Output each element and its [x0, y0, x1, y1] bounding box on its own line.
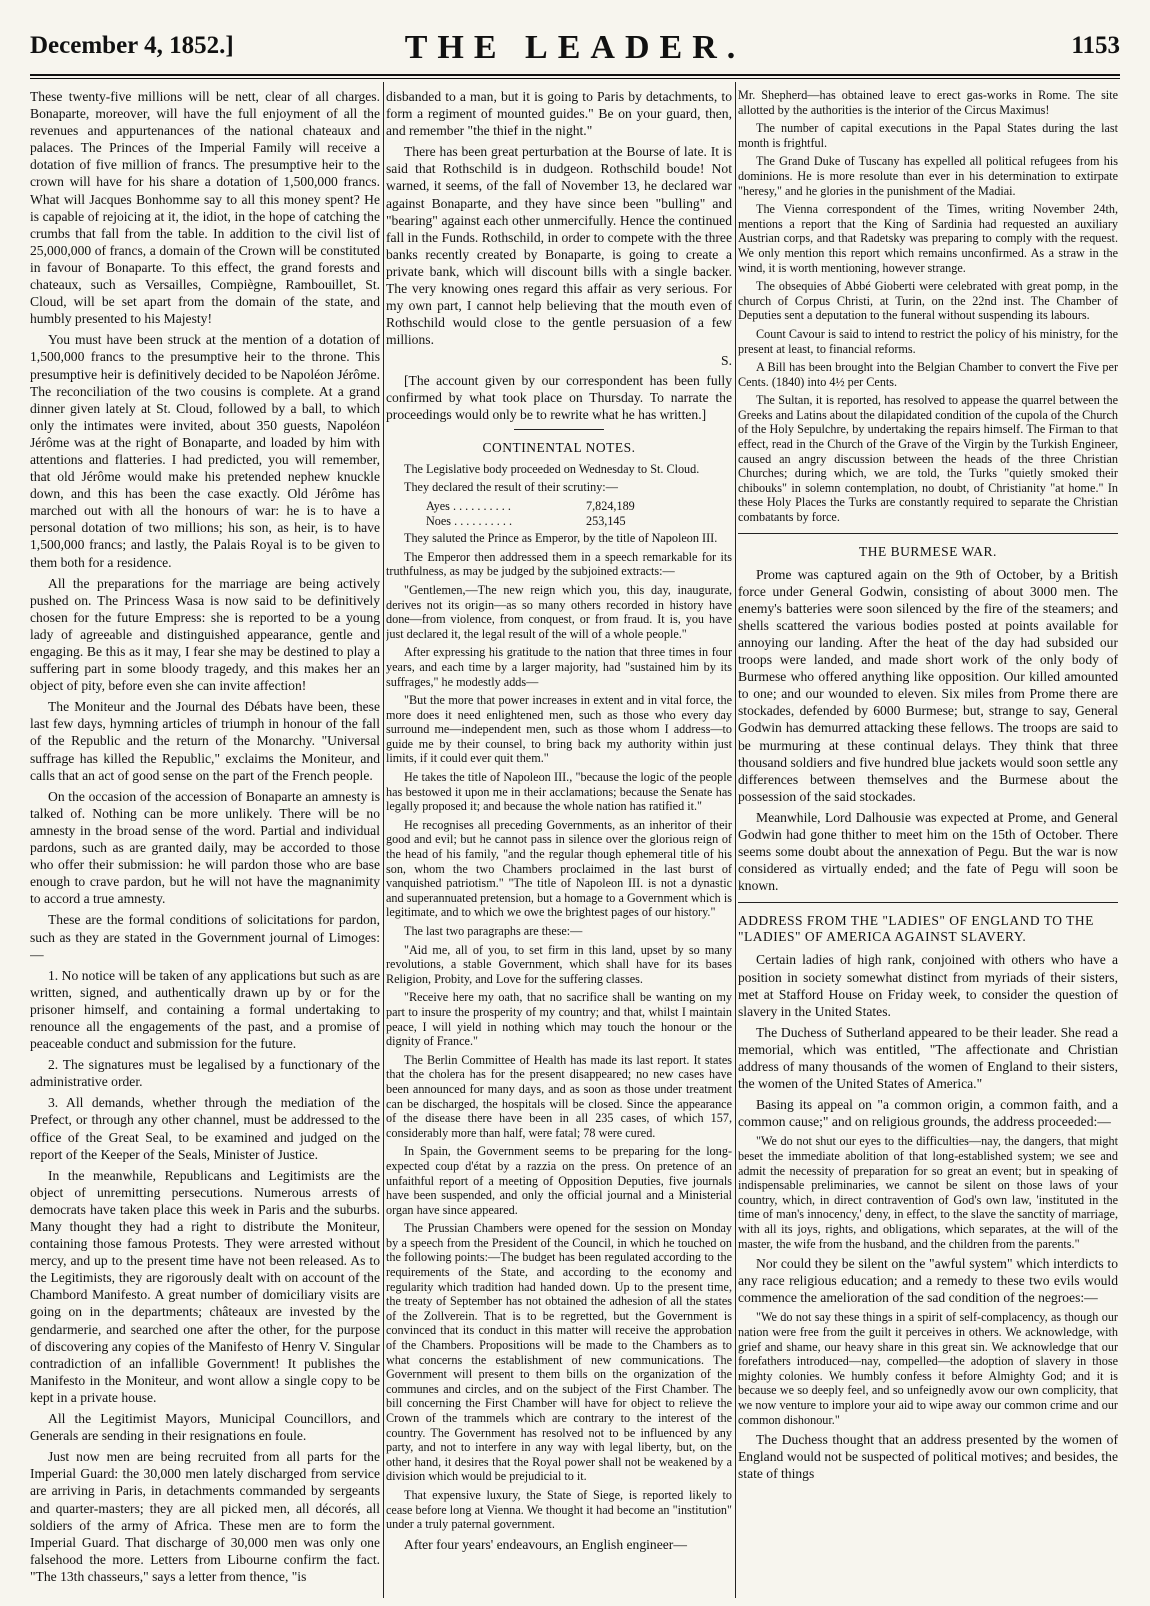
paragraph: disbanded to a man, but it is going to Paris by detachments, to form a regiment of mounted guides." Be on your guard, then, and remember "the thief in the night."	[386, 89, 732, 139]
paragraph: He recognises all preceding Governments, as an inheritor of their good and evil; but he cannot pass in silence over the glorious reign of the head of his family, "and the regular though ephemeral title of his son, whom the two Chambers proclaimed in the last burst of vanquished patriotism." "The title of Napoleon III. is not a dynastic and superannuated pretension, but a homage to a Government which is legitimate, and to which we owe the brightest pages of our history."	[386, 817, 732, 920]
vote-value: 253,145	[586, 513, 626, 528]
paragraph: There has been great perturbation at the Bourse of late. It is said that Rothschild is in dudgeon. Rothschild boude! Not warned, it seems, of the fall of November 13, he declared war against Bonaparte, and they have since been "bulling" and "bearing" against each other unmercifully. Hence the continued fall in the Funds. Rothschild, in order to compete with the three banks recently created by Bonaparte, is going to create a private bank, which will discount bills with a single backer. The very knowing ones regard this affair as very serious. For my own part, I cannot help believing that the mouth even of Rothschild would close to the gentle persuasion of a few millions.	[386, 144, 732, 348]
paragraph: 1. No notice will be taken of any applications but such as are written, signed, and authentically drawn up by or for the prisoner himself, and containing a formal undertaking to renounce all the engagements of the past, and a promise of peaceable conduct and submission for the future.	[30, 967, 380, 1052]
paragraph: These are the formal conditions of solicitations for pardon, such as they are stated in the Government journal of Limoges:—	[30, 912, 380, 962]
paragraph: They saluted the Prince as Emperor, by the title of Napoleon III.	[404, 531, 718, 546]
paragraph: The Moniteur and the Journal des Débats have been, these last few days, hymning articles of triumph in honour of the fall of the Republic and the return of the Monarchy. "Universal suffrage has killed the Republic," exclaims the Moniteur, and calls that an act of good sense on the part of the French people.	[30, 699, 380, 783]
paragraph: A Bill has been brought into the Belgian Chamber to convert the Five per Cents. (1840) into 4½ per Cents.	[738, 360, 1118, 389]
paragraph: The last two paragraphs are these:—	[404, 924, 583, 938]
column-3	[738, 88, 1118, 1596]
paragraph: After four years' endeavours, an English engineer—	[404, 1536, 687, 1552]
paragraph: All the Legitimist Mayors, Municipal Councillors, and Generals are sending in their resignations en foule.	[30, 1411, 380, 1444]
paragraph: Certain ladies of high rank, conjoined with others who have a position in society somewhat distinct from myriads of their sisters, met at Stafford House on Friday week, to consider the question of slavery in the United States.	[738, 952, 1118, 1019]
paragraph: "But the more that power increases in extent and in vital force, the more does it need enlightened men, such as those who every day surround me—independent men, such as those whom I address—to guide me by their counsel, to bring back my authority within just limits, if it could ever quit them."	[386, 693, 732, 766]
column-2	[386, 88, 732, 1596]
vote-label: Noes . . . . . . . . . .	[426, 513, 512, 528]
masthead-rule-thin	[30, 78, 1120, 79]
paragraph: "Aid me, all of you, to set firm in this land, upset by so many revolutions, a stable Government, which shall have for its bases Religion, Probity, and Love for the suffering classes.	[386, 942, 732, 986]
section-divider	[514, 429, 604, 430]
paragraph: On the occasion of the accession of Bonaparte an amnesty is talked of. Nothing can be more unlikely. There will be no amnesty in the broad sense of the word. Partial and individual pardons, such as are granted daily, may be accorded to those who offer their submission: he will pardon those who are base enough to crave pardon, but he will not have the magnanimity to accord a true amnesty.	[30, 788, 380, 907]
paragraph: 2. The signatures must be legalised by a functionary of the administrative order.	[30, 1057, 380, 1090]
paragraph: Meanwhile, Lord Dalhousie was expected at Prome, and General Godwin had gone thither to meet him on the 15th of October. There seems some doubt about the annexation of Pegu. But the war is now considered as virtually ended; and the fate of Pegu will soon be known.	[738, 809, 1118, 894]
section-heading-continental-notes: CONTINENTAL NOTES.	[482, 439, 636, 455]
paragraph: Count Cavour is said to intend to restrict the policy of his ministry, for the present at least, to financial reforms.	[738, 326, 1118, 356]
paragraph: They declared the result of their scrutiny:—	[404, 480, 618, 495]
vote-label: Ayes . . . . . . . . . .	[426, 498, 511, 513]
paragraph: The Duchess thought that an address presented by the women of England would not be suspected of political motives; and besides, the state of things	[738, 1432, 1118, 1482]
column-divider-2	[735, 82, 736, 1598]
column-divider-1	[383, 82, 384, 1598]
paragraph: "We do not say these things in a spirit of self-complacency, as though our nation were free from the guilt it perceives in others. We acknowledge, with grief and shame, our heavy share in this great sin. We acknowledge that our forefathers introduced—nay, compelled—the adoption of slavery in those mighty colonies. We humbly confess it before Almighty God; and it is because we so deeply feel, and so unfeignedly avow our own complicity, that we now venture to implore your aid to wipe away our common crime and our common dishonour."	[738, 1310, 1118, 1427]
paragraph: In Spain, the Government seems to be preparing for the long-expected coup d'état by a razzia on the press. On pretence of an unfaithful report of a meeting of Opposition Deputies, five journals have been suspended, and only the official journal and a Ministerial organ have since appeared.	[386, 1144, 732, 1217]
vote-row-ayes	[426, 499, 732, 514]
page-number: 1153	[1071, 32, 1120, 59]
masthead	[30, 29, 1120, 72]
paragraph: Nor could they be silent on the "awful system" which interdicts to any race religious education; and a remedy to these two evils would commence the amelioration of the sad condition of the negroes:—	[738, 1256, 1118, 1306]
paragraph: The Berlin Committee of Health has made its last report. It states that the cholera has for the present disappeared; no new cases have been announced for many days, and as soon as those under treatment can be discharged, the hospitals will be closed. Since the appearance of the disease there have been in all 235 cases, of which 157, considerably more than half, were fatal; 78 were cured.	[386, 1052, 732, 1140]
paragraph: The Grand Duke of Tuscany has expelled all political refugees from his dominions. He is more resolute than ever in his determination to extirpate "heresy," and he glories in the punishment of the Madiai.	[738, 154, 1118, 198]
paragraph: That expensive luxury, the State of Siege, is reported likely to cease before long at Vienna. We thought it had become an "institution" under a truly paternal government.	[386, 1487, 732, 1532]
paragraph: The number of capital executions in the Papal States during the last month is frightful.	[738, 121, 1118, 150]
masthead-rule	[30, 74, 1120, 76]
paragraph: "Gentlemen,—The new reign which you, this day, inaugurate, derives not its origin—as so many others recorded in history have done—from violence, from conquest, or from fraud. It is, you have just declared it, the legal result of the will of a whole people."	[386, 582, 732, 641]
paragraph: The Vienna correspondent of the Times, writing November 24th, mentions a report that the King of Sardinia had requested an auxiliary Austrian corps, and that Radetsky was preparing to comply with the request. We only mention this report which remains unconfirmed. As a straw in the wind, it is worth mentioning, however strange.	[738, 202, 1118, 275]
paragraph: Mr. Shepherd—has obtained leave to erect gas-works in Rome. The site allotted by the authorities is the interior of the Circus Maximus!	[738, 88, 1118, 117]
section-divider	[738, 533, 1118, 534]
paragraph: Prome was captured again on the 9th of October, by a British force under General Godwin, consisting of about 3000 men. The enemy's batteries were soon silenced by the fire of the steamers; and shells scattered the various bodies posted at points available for annoying our landing. After the heat of the day had subsided our troops were landed, and made short work of the only body of Burmese who offered anything like opposition. Our killed amounted to one; and our wounded to eleven. Six miles from Prome there are stockades, defended by 6000 Burmese; but, strange to say, General Godwin has demurred attacking these fellows. The troops are said to be murmuring at these continual delays. They think that three thousand soldiers and five hundred blue jackets would soon settle any differences between themselves and the Burmese about the possession of the said stockades.	[738, 566, 1118, 804]
paragraph: 3. All demands, whether through the mediation of the Prefect, or through any other channel, must be addressed to the office of the Great Seal, to be examined and judged on the report of the Keeper of the Seals, Minister of Justice.	[30, 1095, 380, 1162]
paragraph: Basing its appeal on "a common origin, a common faith, and a common cause;" and on religious grounds, the address proceeded:—	[738, 1097, 1118, 1130]
paragraph: The Prussian Chambers were opened for the session on Monday by a speech from the President of the Council, in which he touched on the following points:—The budget has been regulated according to the requirements of the State, and according to the economy and regularity which tradition had handed down. Up to the present time, the treaty of September has not obtained the adhesion of all the states of the Zollverein. That is to be regretted, but the Government is convinced that its conduct in this matter will receive the approbation of the Chambers. Propositions will be made to the Chambers as to what concerns the establishment of new communications. The Government will present to them bills on the organization of the communes and circles, and on the subject of the First Chamber. The bill concerning the First Chamber will have for object to relieve the Crown of the trammels which are contrary to the interest of the country. The Government has resolved not to be influenced by any party, and not to interfere in any way with legal liberty, but, on the other hand, it desires that the Royal power shall not be weakened by a division which would be prejudicial to it.	[386, 1221, 732, 1484]
editor-note: [The account given by our correspondent has been fully confirmed by what took place on Thursday. To narrate the proceedings would only be to rewrite what he has written.]	[386, 372, 732, 422]
paragraph: The obsequies of Abbé Gioberti were celebrated with great pomp, in the church of Corpus Christi, at Turin, on the 22nd inst. The Chamber of Deputies sent a deputation to the funeral without suspending its labours.	[738, 279, 1118, 323]
correspondent-signature: S.	[721, 353, 732, 369]
column-1	[30, 88, 380, 1596]
section-divider	[738, 902, 1118, 903]
paragraph: The Duchess of Sutherland appeared to be their leader. She read a memorial, which was entitled, "The affectionate and Christian address of many thousands of the women of England to their sisters, the women of the United States of America."	[738, 1024, 1118, 1092]
paragraph: In the meanwhile, Republicans and Legitimists are the object of unremitting persecutions. Numerous arrests of democrats have taken place this week in Paris and the suburbs. Many thought they had a right to distribute the Moniteur, containing those famous Protests. They were arrested without mercy, and up to the present time have not been released. As to the Legitimists, they are rigorously dealt with on account of the Chambord Manifesto. A great number of domiciliary visits are going on in the departments; châteaux are invested by the gendarmerie, and searched one after the other, for the purpose of discovering any copies of the Manifesto of Henry V. Singular contradiction of an infallible Government! It publishes the Manifesto in the Moniteur, and wont allow a single copy to be kept in a private house.	[30, 1167, 380, 1405]
vote-row-noes	[426, 514, 732, 529]
paragraph: The Legislative body proceeded on Wednesday to St. Cloud.	[404, 461, 700, 476]
paragraph: These twenty-five millions will be nett, clear of all charges. Bonaparte, moreover, will have the full enjoyment of all the revenues and appurtenances of the national chateaux and palaces. The Princes of the Imperial Family will receive a dotation of five million of francs. The presumptive heir to the crown will have for his share a dotation of 1,500,000 francs. What will Jacques Bonhomme say to all this money spent? He is capable of rejoicing at it, the idiot, in the hope of catching the crumbs that fall from the table. In addition to the civil list of 25,000,000 of francs, a domain of the Crown will be constituted in favour of Bonaparte. To this effect, the grand forests and chateaux, such as Versailles, Compiègne, Rambouillet, St. Cloud, will be set apart from the domain of the state, and humbly presented to his Majesty!	[30, 89, 380, 327]
paragraph: The Emperor then addressed them in a speech remarkable for its truthfulness, as may be judged by the subjoined extracts:—	[386, 549, 732, 579]
issue-date: December 4, 1852.]	[30, 32, 234, 59]
paragraph: Just now men are being recruited from all parts for the Imperial Guard: the 30,000 men lately discharged from service are arriving in Paris, in detachments commanded by sergeants and quarter-masters; they are all picked men, all décorés, all soldiers of the army of Africa. These men are to form the Imperial Guard. That discharge of 30,000 men was only one falsehood the more. Letters from Libourne confirm the fact. "The 13th chasseurs," says a letter from thence, "is	[30, 1449, 380, 1584]
paragraph: All the preparations for the marriage are being actively pushed on. The Princess Wasa is now said to be definitively chosen for the future Empress: she is reported to be a young lady of agreeable and distinguished appearance, gentle and engaging. Be this as it may, I fear she may be destined to play a suffering part in some bloody tragedy, and this makes her an object of pity, before even she can invite affection!	[30, 575, 380, 694]
paragraph: You must have been struck at the mention of a dotation of 1,500,000 francs to the presumptive heir to the throne. This presumptive heir is definitively decided to be Napoléon Jérôme. The reconciliation of the two cousins is complete. At a grand dinner given lately at St. Cloud, followed by a ball, to which only the intimates were invited, about 350 guests, Napoléon Jérôme was at the right of Bonaparte, and loaded by him with attentions and flatteries. I had predicted, you will remember, that old Jérôme would make his pretended nephew knuckle down, and this has been the case exactly. Old Jérôme has marched out with all the honours of war: he is to have a personal dotation of two millions; his son, as heir, is to have 1,500,000 francs; and lastly, the Palais Royal is to be given to them both for a residence.	[30, 332, 380, 570]
paragraph: He takes the title of Napoleon III., "because the logic of the people has bestowed it upon me in their acclamations; because the Senate has legally proposed it; and because the whole nation has ratified it."	[386, 770, 732, 814]
paragraph: "We do not shut our eyes to the difficulties—nay, the dangers, that might beset the immediate abolition of that long-established system; we see and admit the necessity of preparation for so great an event; but in speaking of indispensable preliminaries, we cannot be silent on those laws of your country, which, in direct contravention of God's own law, 'instituted in the time of man's innocency,' deny, in effect, to the slave the sanctity of marriage, with all its joys, rights, and obligations, which separates, at the will of the master, the wife from the husband, and the children from the parents."	[738, 1134, 1118, 1251]
section-heading-burmese-war: THE BURMESE WAR.	[859, 543, 997, 559]
section-heading-address-against-slavery: ADDRESS FROM THE "LADIES" OF ENGLAND TO THE "LADIES" OF AMERICA AGAINST SLAVERY.	[738, 913, 1094, 945]
paragraph: "Receive here my oath, that no sacrifice shall be wanting on my part to insure the prosperity of my country; and that, whilst I maintain peace, I will yield in nothing which may touch the honour or the dignity of France."	[386, 990, 732, 1049]
paragraph: After expressing his gratitude to the nation that three times in four years, and each time by a larger majority, had "sustained him by its suffrages," he modestly adds—	[386, 645, 732, 689]
paragraph: The Sultan, it is reported, has resolved to appease the quarrel between the Greeks and Latins about the dilapidated condition of the cupola of the Church of the Holy Sepulchre, by undertaking the repairs himself. The Firman to that effect, read in the Church of the Grave of the Virgin by the Turkish Engineer, caused an angry discussion between the heads of the three Christian Churches; during which, we are told, the Turks "quietly smoked their chibouks" in solemn contemplation, no doubt, of Christianity "at home." In these Holy Places the Turks are constantly required to separate the Christian combatants by force.	[738, 393, 1118, 525]
newspaper-title: THE LEADER.	[404, 29, 746, 66]
vote-value: 7,824,189	[586, 498, 635, 513]
